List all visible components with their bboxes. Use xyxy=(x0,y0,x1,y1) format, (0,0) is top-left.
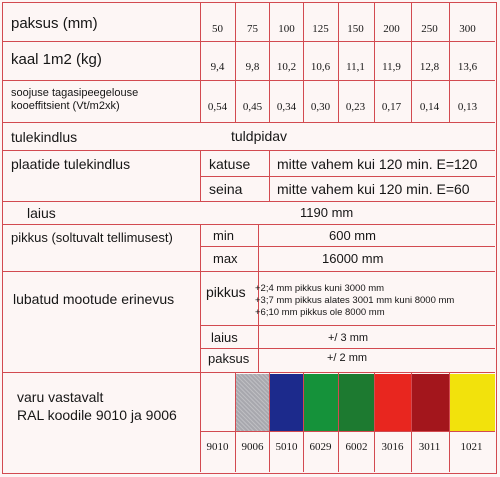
panel-fire-roof-value: mitte vahem kui 120 min. E=120 xyxy=(277,156,478,172)
ral-code: 3016 xyxy=(381,441,404,453)
weight-value: 10,6 xyxy=(310,61,331,73)
thickness-value: 125 xyxy=(312,23,329,35)
ral-code: 6029 xyxy=(309,441,332,453)
ral-code: 5010 xyxy=(275,441,298,453)
reflection-value: 0,17 xyxy=(381,101,402,113)
ral-code: 3011 xyxy=(418,441,441,453)
reflection-value: 0,14 xyxy=(419,101,440,113)
thickness-value: 50 xyxy=(212,23,223,35)
tolerances-label: lubatud mootude erinevus xyxy=(13,291,175,307)
reflection-label-line2: kooeffitsient (Vt/m2xk) xyxy=(11,100,120,112)
color-swatch-9006 xyxy=(236,374,269,431)
thickness-value: 150 xyxy=(347,23,364,35)
tolerance-width-label: laius xyxy=(211,330,238,345)
weight-value: 11,9 xyxy=(382,61,401,73)
reflection-value: 0,34 xyxy=(276,101,297,113)
thickness-value: 100 xyxy=(278,23,295,35)
length-label: pikkus (soltuvalt tellimusest) xyxy=(11,230,173,245)
reflection-value: 0,23 xyxy=(345,101,366,113)
reflection-value: 0,54 xyxy=(207,101,228,113)
weight-value: 13,6 xyxy=(457,61,478,73)
tolerance-length-label: pikkus xyxy=(206,284,246,300)
color-swatch-1021 xyxy=(450,374,495,431)
panel-fire-label: plaatide tulekindlus xyxy=(11,156,131,172)
fire-rating-label: tulekindlus xyxy=(11,129,78,145)
width-value: 1190 mm xyxy=(300,205,354,220)
weight-label: kaal 1m2 (kg) xyxy=(11,51,102,68)
tolerance-thickness-value: +/ 2 mm xyxy=(327,352,368,364)
color-swatch-6029 xyxy=(304,374,338,431)
ral-code: 1021 xyxy=(460,441,483,453)
thickness-value: 75 xyxy=(247,23,258,35)
thickness-value: 300 xyxy=(459,23,476,35)
ral-code: 9006 xyxy=(241,441,264,453)
tolerance-length-note: +3;7 mm pikkus alates 3001 mm kuni 8000 mm xyxy=(255,295,455,306)
width-label: laius xyxy=(27,205,56,221)
color-swatch-9010 xyxy=(201,374,235,431)
tolerance-length-note: +6;10 mm pikkus ole 8000 mm xyxy=(255,307,385,318)
spec-table xyxy=(2,2,497,474)
color-swatch-5010 xyxy=(270,374,303,431)
length-min-value: 600 mm xyxy=(329,228,376,243)
color-swatch-6002 xyxy=(339,374,374,431)
weight-value: 12,8 xyxy=(419,61,440,73)
panel-fire-wall-value: mitte vahem kui 120 min. E=60 xyxy=(277,181,470,197)
tolerance-width-value: +/ 3 mm xyxy=(328,332,369,344)
ral-label-line2: RAL koodile 9010 ja 9006 xyxy=(17,407,177,423)
tolerance-length-note: +2;4 mm pikkus kuni 3000 mm xyxy=(255,283,385,294)
panel-fire-wall-label: seina xyxy=(209,181,243,197)
thickness-value: 200 xyxy=(383,23,400,35)
color-swatch-3016 xyxy=(375,374,411,431)
weight-value: 11,1 xyxy=(346,61,365,73)
thickness-label: paksus (mm) xyxy=(11,15,98,32)
ral-label-line1: varu vastavalt xyxy=(17,389,104,405)
ral-code: 9010 xyxy=(206,441,229,453)
weight-value: 9,8 xyxy=(245,61,260,73)
reflection-value: 0,13 xyxy=(457,101,478,113)
length-min-label: min xyxy=(213,228,234,243)
weight-value: 10,2 xyxy=(276,61,297,73)
reflection-value: 0,45 xyxy=(242,101,263,113)
weight-value: 9,4 xyxy=(210,61,225,73)
color-swatch-3011 xyxy=(412,374,449,431)
ral-code: 6002 xyxy=(345,441,368,453)
length-max-label: max xyxy=(213,251,238,266)
reflection-value: 0,30 xyxy=(310,101,331,113)
length-max-value: 16000 mm xyxy=(322,251,384,266)
thickness-value: 250 xyxy=(421,23,438,35)
fire-rating-value: tuldpidav xyxy=(231,128,288,144)
panel-fire-roof-label: katuse xyxy=(209,156,251,172)
tolerance-thickness-label: paksus xyxy=(208,351,250,366)
reflection-label-line1: soojuse tagasipeegelouse xyxy=(11,87,139,99)
